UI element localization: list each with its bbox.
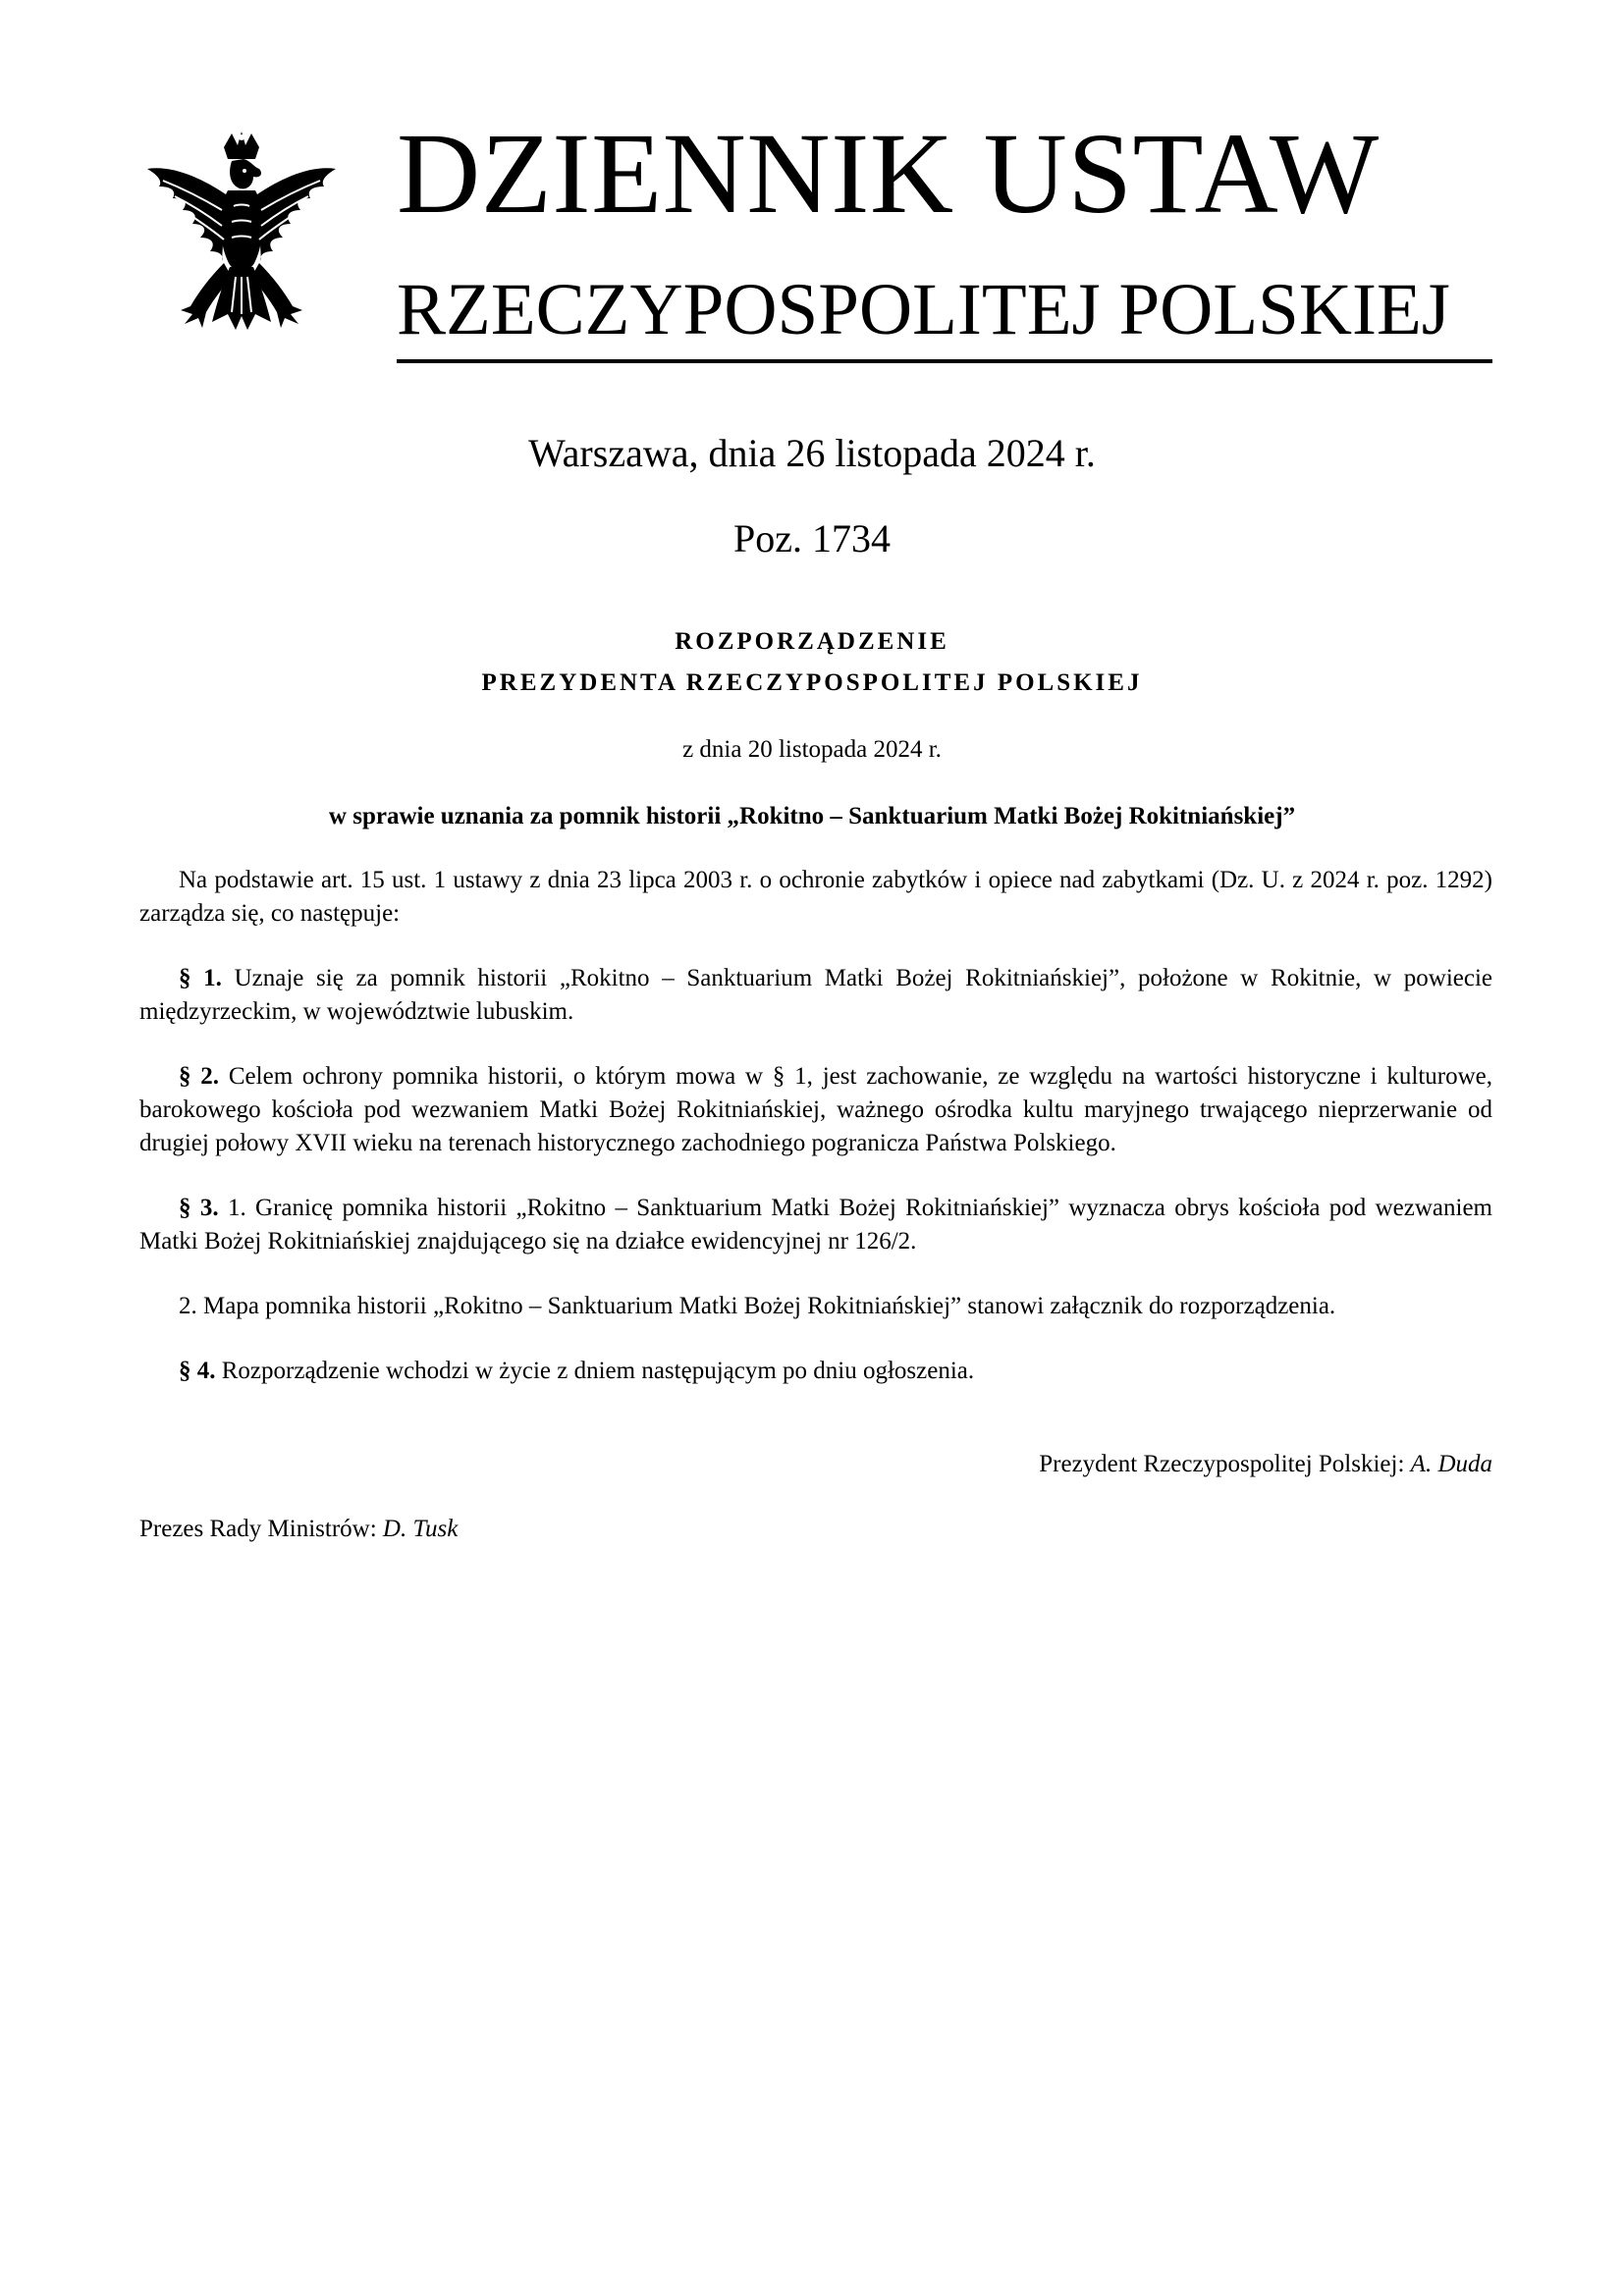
section-3-mark: § 3. bbox=[179, 1195, 219, 1221]
prime-minister-signature bbox=[139, 1516, 458, 1543]
act-date: z dnia 20 listopada 2024 r. bbox=[682, 736, 942, 763]
act-subject: w sprawie uznania za pomnik historii „Rokitno – Sanktuarium Matki Bożej Rokitniańskiej” bbox=[328, 803, 1296, 829]
president-name: A. Duda bbox=[1410, 1451, 1492, 1477]
president-role: Prezydent Rzeczypospolitej Polskiej: bbox=[1039, 1451, 1411, 1477]
legal-basis-text: Na podstawie art. 15 ust. 1 ustawy z dnia 23 lipca 2003 r. o ochronie zabytków i opiece nad zabytkami (Dz. U. z 2024 r. poz. 1292) zarządza się, co następuje: bbox=[139, 867, 1492, 927]
act-type: ROZPORZĄDZENIE bbox=[675, 628, 949, 655]
section-1-mark: § 1. bbox=[179, 965, 222, 991]
section-4-mark: § 4. bbox=[179, 1358, 216, 1384]
section-2-paragraph bbox=[139, 1060, 1492, 1160]
position-number: Poz. 1734 bbox=[733, 516, 891, 561]
section-2-text: Celem ochrony pomnika historii, o którym mowa w § 1, jest zachowanie, ze względu na wartości historyczne i kulturowe, barokowego kościoła pod wezwaniem Matki Bożej Rokitniańskiej, ważnego ośrodka kultu maryjnego trwającego nieprzerwanie od drugiej połowy XVII wieku na terenach historycznego zachodniego pogranicza Państwa Polskiego. bbox=[139, 1063, 1493, 1156]
issue-date: Warszawa, dnia 26 listopada 2024 r. bbox=[528, 431, 1096, 475]
section-3-text: 1. Granicę pomnika historii „Rokitno – Sanktuarium Matki Bożej Rokitniańskiej” wyznacza obrys kościoła pod wezwaniem Matki Bożej Rokitniańskiej znajdującego się na działce ewidencyjnej nr 126/2. bbox=[139, 1195, 1493, 1255]
white-eagle-emblem-icon bbox=[134, 130, 350, 365]
section-3-point-2-text: 2. Mapa pomnika historii „Rokitno – Sanktuarium Matki Bożej Rokitniańskiej” stanowi załącznik do rozporządzenia. bbox=[179, 1293, 1336, 1319]
gazette-subtitle: RZECZYPOSPOLITEJ POLSKIEJ bbox=[397, 269, 1450, 350]
president-signature bbox=[1039, 1451, 1492, 1478]
masthead-divider bbox=[397, 359, 1492, 363]
section-2-mark: § 2. bbox=[179, 1063, 220, 1090]
legal-basis-paragraph bbox=[139, 864, 1492, 931]
gazette-title: DZIENNIK USTAW bbox=[397, 109, 1380, 238]
section-4-text: Rozporządzenie wchodzi w życie z dniem następującym po dniu ogłoszenia. bbox=[221, 1358, 975, 1384]
section-1-paragraph bbox=[139, 962, 1492, 1029]
section-3-point-2-paragraph bbox=[139, 1290, 1492, 1323]
section-4-paragraph bbox=[139, 1355, 1492, 1388]
prime-minister-name: D. Tusk bbox=[382, 1516, 459, 1542]
section-3-paragraph bbox=[139, 1192, 1492, 1258]
section-1-text: Uznaje się za pomnik historii „Rokitno – Sanktuarium Matki Bożej Rokitniańskiej”, położone w Rokitnie, w powiecie międzyrzeckim, w województwie lubuskim. bbox=[139, 965, 1493, 1025]
act-issuer: PREZYDENTA RZECZYPOSPOLITEJ POLSKIEJ bbox=[481, 669, 1143, 696]
prime-minister-role: Prezes Rady Ministrów: bbox=[139, 1516, 383, 1542]
